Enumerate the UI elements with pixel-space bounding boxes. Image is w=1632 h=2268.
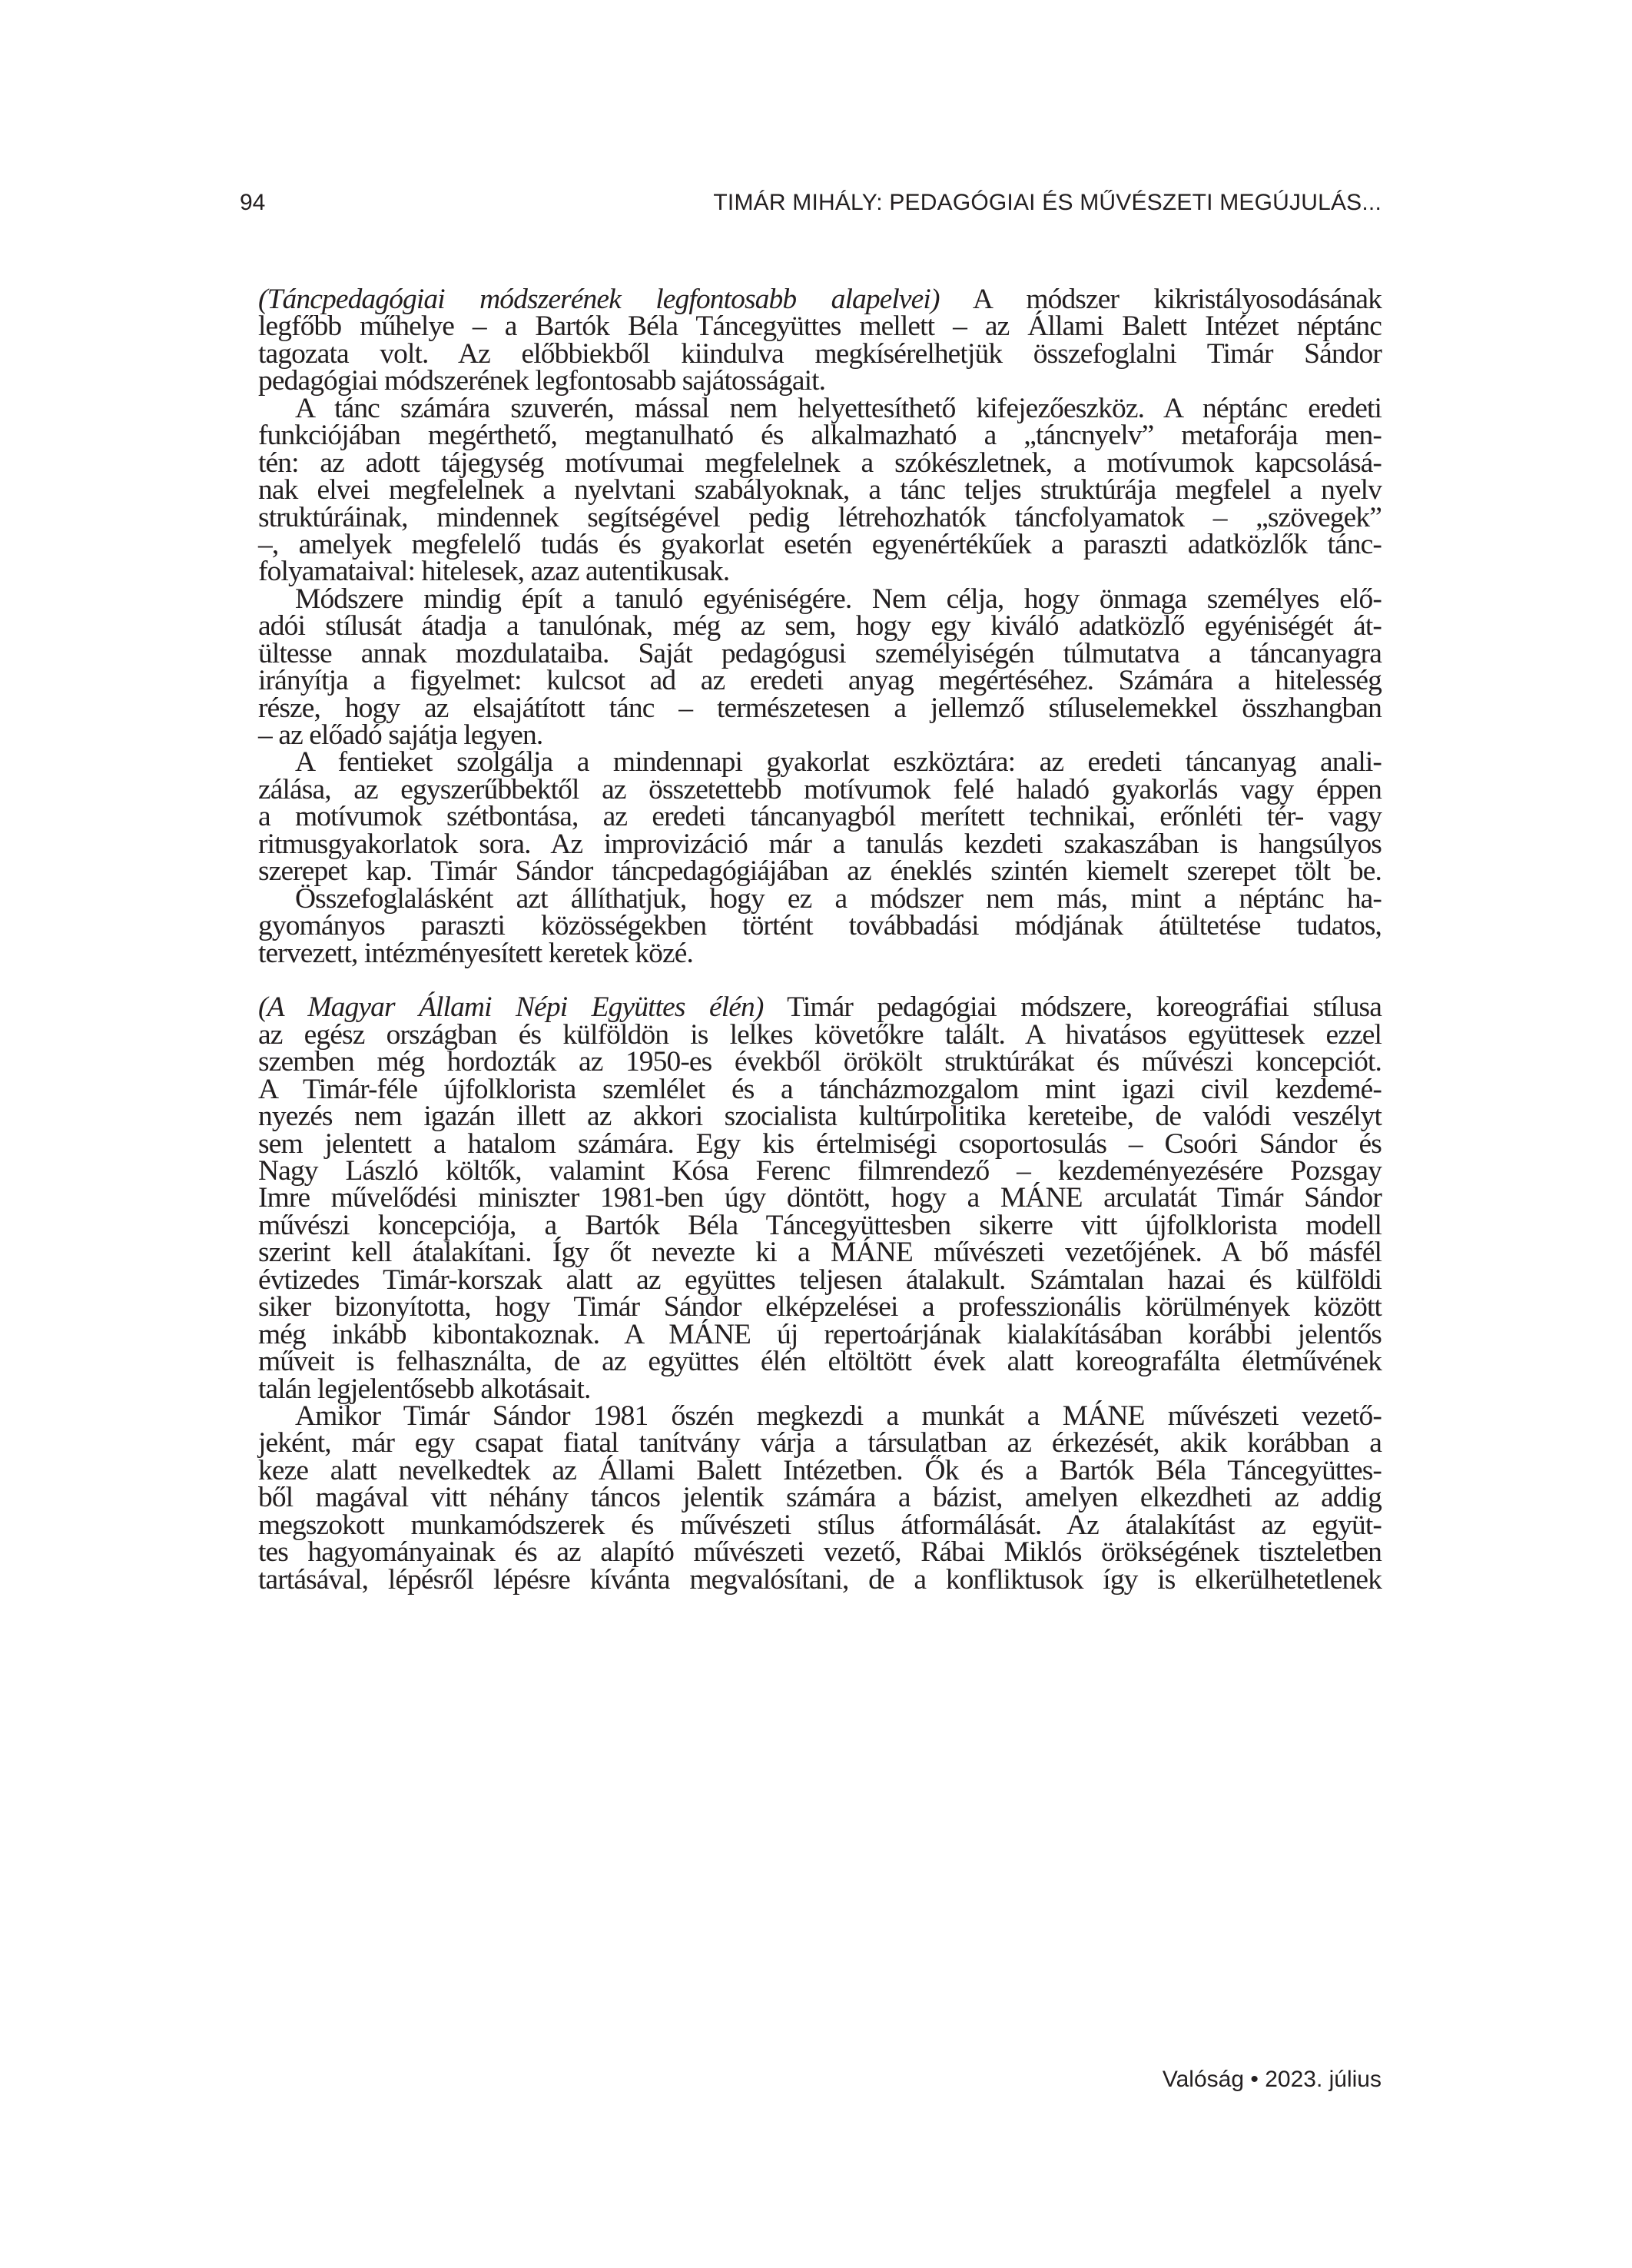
section-2-first-line: (A Magyar Állami Népi Együttes élén) Timár pedagógiai módszere, koreográfiai stílusa bbox=[258, 991, 1382, 1024]
page-number: 94 bbox=[240, 190, 266, 215]
text-line: talán legjelentősebb alkotásait. bbox=[258, 1373, 591, 1405]
paragraph-first-line: Módszere mindig épít a tanuló egyéniségére. Nem célja, hogy önmaga személyes elő- bbox=[295, 583, 1382, 615]
text-line: nak elvei megfelelnek a nyelvtani szabályoknak, a tánc teljes struktúrája megfelel a nyelv bbox=[258, 474, 1382, 506]
text-line: művészi koncepciója, a Bartók Béla Táncegyüttesben sikerre vitt újfolklorista modell bbox=[258, 1209, 1382, 1241]
text-line: tartásával, lépésről lépésre kívánta megvalósítani, de a konfliktusok így is elkerülhetetlenek bbox=[258, 1563, 1382, 1596]
text-line: szemben még hordozták az 1950-es évekből örökölt struktúrákat és művészi koncepciót. bbox=[258, 1046, 1382, 1078]
text-line: tagozata volt. Az előbbiekből kiindulva megkísérelhetjük összefoglalni Timár Sándor bbox=[258, 337, 1382, 370]
text-line: szerepet kap. Timár Sándor táncpedagógiájában az éneklés szintén kiemelt szerepet tölt be. bbox=[258, 855, 1382, 888]
text-line: sem jelentett a hatalom számára. Egy kis értelmiségi csoportosulás – Csoóri Sándor és bbox=[258, 1127, 1382, 1160]
text-line: még inkább kibontakoznak. A MÁNE új repertoárjának kialakításában korábbi jelentős bbox=[258, 1318, 1382, 1350]
running-header bbox=[240, 188, 1382, 218]
text-line: gyományos paraszti közösségekben történt továbbadási módjának átültetése tudatos, bbox=[258, 910, 1382, 942]
text-line: – az előadó sajátja legyen. bbox=[258, 719, 543, 751]
running-title: TIMÁR MIHÁLY: PEDAGÓGIAI ÉS MŰVÉSZETI MEGÚJULÁS... bbox=[713, 190, 1382, 215]
paragraph-first-line: A tánc számára szuverén, mással nem helyettesíthető kifejezőeszköz. A néptánc eredeti bbox=[295, 392, 1382, 424]
text-line: struktúráinak, mindennek segítségével pedig létrehozhatók táncfolyamatok – „szövegek” bbox=[258, 501, 1382, 533]
text-line: tes hagyományainak és az alapító művészeti vezető, Rábai Miklós örökségének tiszteletben bbox=[258, 1536, 1382, 1569]
paragraph-first-line: Amikor Timár Sándor 1981 őszén megkezdi a munkát a MÁNE művészeti vezető- bbox=[295, 1400, 1382, 1432]
text-line: legfőbb műhelye – a Bartók Béla Táncegyüttes mellett – az Állami Balett Intézet néptánc bbox=[258, 310, 1382, 343]
text-line: része, hogy az elsajátított tánc – természetesen a jellemző stíluselemekkel összhangban bbox=[258, 692, 1382, 724]
section-heading-2: (A Magyar Állami Népi Együttes élén) bbox=[258, 991, 764, 1024]
paragraph-first-line: Összefoglalásként azt állíthatjuk, hogy ez a módszer nem más, mint a néptánc ha- bbox=[295, 882, 1382, 915]
text-line: folyamataival: hitelesek, azaz autentikusak. bbox=[258, 556, 730, 588]
text-line: A Timár-féle újfolklorista szemlélet és a táncházmozgalom mint igazi civil kezdemé- bbox=[258, 1073, 1382, 1105]
text-line: adói stílusát átadja a tanulónak, még az sem, hogy egy kiváló adatközlő egyéniségét át- bbox=[258, 610, 1382, 643]
text-line: Nagy László költők, valamint Kósa Ferenc filmrendező – kezdeményezésére Pozsgay bbox=[258, 1155, 1382, 1187]
section-1-first-line: (Táncpedagógiai módszerének legfontosabb alapelvei) A módszer kikristályosodásának bbox=[258, 284, 1382, 315]
paragraph-first-line: A fentieket szolgálja a mindennapi gyakorlat eszköztára: az eredeti táncanyag anali- bbox=[295, 746, 1382, 779]
text-line: siker bizonyította, hogy Timár Sándor elképzelései a professzionális körülmények között bbox=[258, 1291, 1382, 1323]
text-line: jeként, már egy csapat fiatal tanítvány várja a társulatban az érkezését, akik korábban a bbox=[258, 1427, 1382, 1459]
text-line: pedagógiai módszerének legfontosabb sajátosságait. bbox=[258, 365, 826, 397]
text-line: ültesse annak mozdulataiba. Saját pedagógusi személyiségén túlmutatva a táncanyagra bbox=[258, 637, 1382, 669]
text-line: funkciójában megérthető, megtanulható és alkalmazható a „táncnyelv” metaforája men- bbox=[258, 420, 1382, 452]
text-line: tén: az adott tájegység motívumai megfelelnek a szókészletnek, a motívumok kapcsolásá- bbox=[258, 447, 1382, 479]
bullet-separator-icon: • bbox=[1250, 2067, 1259, 2092]
text-line: ből magával vitt néhány táncos jelentik számára a bázist, amelyen elkezdheti az addig bbox=[258, 1482, 1382, 1514]
text-line: irányítja a figyelmet: kulcsot ad az eredeti anyag megértéséhez. Számára a hitelesség bbox=[258, 665, 1382, 697]
text-line: megszokott munkamódszerek és művészeti stílus átformálását. Az átalakítást az együt- bbox=[258, 1509, 1382, 1541]
text-line: évtizedes Timár-korszak alatt az együttes teljesen átalakult. Számtalan hazai és külföldi bbox=[258, 1264, 1382, 1296]
publication-name: Valóság bbox=[1162, 2067, 1245, 2092]
page-footer bbox=[1163, 2064, 1382, 2095]
text-line: a motívumok szétbontása, az eredeti táncanyagból merített technikai, erőnléti tér- vagy bbox=[258, 801, 1382, 833]
issue-date: 2023. július bbox=[1265, 2067, 1382, 2092]
text-line: nyezés nem igazán illett az akkori szocialista kultúrpolitika kereteibe, de valódi veszélyt bbox=[258, 1101, 1382, 1133]
text-line: ritmusgyakorlatok sora. Az improvizáció már a tanulás kezdeti szakaszában is hangsúlyos bbox=[258, 828, 1382, 860]
text-line: –, amelyek megfelelő tudás és gyakorlat esetén egyenértékűek a paraszti adatközlők tánc- bbox=[258, 528, 1382, 560]
article-body bbox=[258, 284, 1382, 1596]
text-line: zálása, az egyszerűbbektől az összetettebb motívumok felé haladó gyakorlás vagy éppen bbox=[258, 773, 1382, 805]
text-line: Imre művelődési miniszter 1981-ben úgy döntött, hogy a MÁNE arculatát Timár Sándor bbox=[258, 1182, 1382, 1214]
text-line: tervezett, intézményesített keretek közé. bbox=[258, 937, 693, 969]
text-line: szerint kell átalakítani. Így őt nevezte ki a MÁNE művészeti vezetőjének. A bő másfél bbox=[258, 1237, 1382, 1269]
text-line: az egész országban és külföldön is lelkes követőkre talált. A hivatásos együttesek ezzel bbox=[258, 1018, 1382, 1051]
text-line: műveit is felhasználta, de az együttes élén eltöltött évek alatt koreografálta életművének bbox=[258, 1346, 1382, 1378]
text-line: keze alatt nevelkedtek az Állami Balett Intézetben. Ők és a Bartók Béla Táncegyüttes- bbox=[258, 1454, 1382, 1486]
section-heading-1: (Táncpedagógiai módszerének legfontosabb alapelvei) bbox=[258, 284, 940, 315]
